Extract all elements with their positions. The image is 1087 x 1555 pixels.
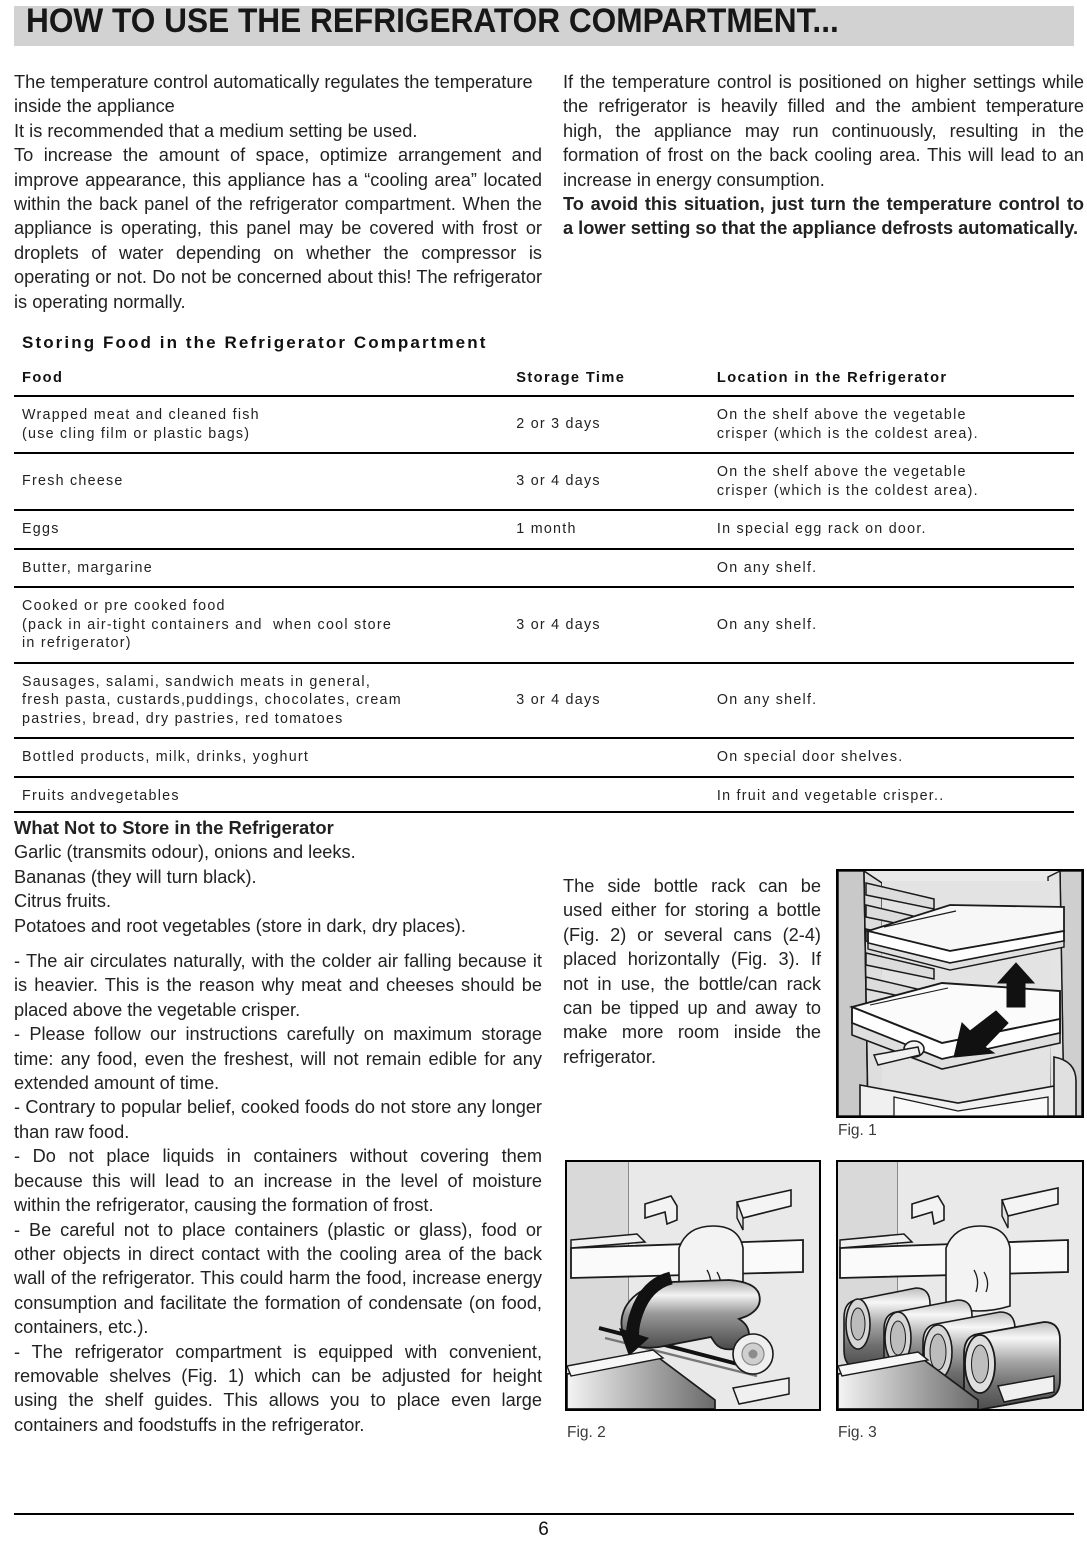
cell-location	[709, 453, 1074, 510]
cell-food	[14, 777, 508, 815]
cell-location	[709, 777, 1074, 815]
food-line: in refrigerator)	[22, 635, 132, 651]
food-line: (use cling film or plastic bags)	[22, 425, 251, 442]
cell-location	[709, 549, 1074, 588]
figure-2-caption: Fig. 2	[567, 1424, 606, 1441]
cell-storage-time	[508, 549, 709, 588]
cell-location	[709, 510, 1074, 549]
footer-divider	[14, 1513, 1074, 1515]
table-row	[14, 549, 1074, 588]
food-line: Cooked or pre cooked food	[22, 598, 226, 614]
table-header-row	[14, 366, 1074, 396]
not-store-line: Potatoes and root vegetables (store in dark, dry places).	[14, 915, 466, 936]
intro-right-column	[563, 70, 1084, 241]
figure-2-image	[565, 1160, 821, 1411]
cell-storage-time: 3 or 4 days	[508, 453, 709, 510]
intro-paragraph-2: It is recommended that a medium setting be used.	[14, 120, 418, 141]
figure-1-caption: Fig. 1	[838, 1122, 877, 1139]
food-line: Butter, margarine	[22, 559, 153, 576]
location-line: On special door shelves.	[716, 749, 904, 765]
cell-location	[709, 738, 1074, 777]
table-row	[14, 777, 1074, 815]
intro-right-bold-note: To avoid this situation, just turn the temperature control to a lower setting so that the appliance defrosts automatically.	[563, 194, 1084, 239]
table-row	[14, 663, 1074, 739]
column-header-food: Food	[14, 366, 508, 396]
food-line: Fruits andvegetables	[22, 787, 180, 804]
location-line: In special egg rack on door.	[716, 521, 927, 537]
food-line: pastries, bread, dry pastries, red tomatoes	[22, 710, 344, 727]
food-storage-table-wrapper	[14, 366, 1074, 814]
food-storage-table	[14, 366, 1074, 814]
cell-location	[709, 663, 1074, 739]
lower-left-text-block	[14, 816, 542, 1437]
cell-location	[709, 587, 1074, 663]
location-line: crisper (which is the coldest area).	[716, 425, 979, 442]
table-row	[14, 587, 1074, 663]
location-line: In fruit and vegetable crisper..	[716, 787, 945, 804]
not-store-line: Garlic (transmits odour), onions and leeks.	[14, 842, 356, 863]
cell-storage-time: 3 or 4 days	[508, 663, 709, 739]
table-row	[14, 396, 1074, 453]
table-bottom-rule	[14, 811, 1074, 813]
figure-3-caption: Fig. 3	[838, 1424, 877, 1441]
cell-food	[14, 549, 508, 588]
food-line: Wrapped meat and cleaned fish	[22, 407, 260, 423]
figure-3-image	[836, 1160, 1084, 1411]
cell-storage-time: 1 month	[508, 510, 709, 549]
section-heading-storing-food: Storing Food in the Refrigerator Compartment	[22, 333, 488, 352]
food-line: (pack in air-tight containers and when cool store	[22, 616, 393, 633]
cell-food	[14, 510, 508, 549]
figure-1-image	[836, 869, 1084, 1118]
cell-food	[14, 396, 508, 453]
cell-food	[14, 738, 508, 777]
not-store-line: Citrus fruits.	[14, 891, 112, 912]
tip-item: - The refrigerator compartment is equipped with convenient, removable shelves (Fig. 1) which can be adjusted for height using the shelf guides. This allows you to place even large containers and foodstuffs in the refrigerator.	[14, 1341, 542, 1435]
intro-paragraph-3: To increase the amount of space, optimize arrangement and improve appearance, this appliance has a “cooling area” located within the back panel of the refrigerator compartment. When the appliance is operating, this panel may be covered with frost or droplets of water depending on whether the compressor is operating or not. Do not be concerned about this! The refrigerator is operating normally.	[14, 145, 542, 312]
location-line: crisper (which is the coldest area).	[716, 482, 979, 499]
table-row	[14, 510, 1074, 549]
food-line: Eggs	[22, 521, 60, 537]
tip-item: - Please follow our instructions carefully on maximum storage time: any food, even the freshest, will not remain edible for any extended amount of time.	[14, 1024, 542, 1094]
table-row	[14, 453, 1074, 510]
cell-storage-time: 2 or 3 days	[508, 396, 709, 453]
food-line: fresh pasta, custards,puddings, chocolates, cream	[22, 692, 402, 708]
cell-food	[14, 663, 508, 739]
intro-right-body: If the temperature control is positioned on higher settings while the refrigerator is heavily filled and the ambient temperature high, the appliance may run continuously, resulting in the formation of frost on the back cooling area. This will lead to an increase in energy consumption.	[563, 72, 1084, 190]
location-line: On any shelf.	[716, 692, 818, 708]
page-title: HOW TO USE THE REFRIGERATOR COMPARTMENT...	[26, 2, 839, 40]
intro-left-column	[14, 70, 542, 314]
bottle-rack-paragraph: The side bottle rack can be used either for storing a bottle (Fig. 2) or several cans (2-4) placed horizontally (Fig. 3). If not in use, the bottle/can rack can be tipped up and away to make more room inside the refrigerator.	[563, 876, 821, 1067]
cell-location	[709, 396, 1074, 453]
column-header-location: Location in the Refrigerator	[709, 366, 1074, 396]
location-line: On any shelf.	[716, 616, 818, 633]
food-line: Fresh cheese	[22, 473, 124, 490]
tip-item: - Contrary to popular belief, cooked foods do not store any longer than raw food.	[14, 1097, 542, 1142]
cell-storage-time	[508, 777, 709, 815]
tip-item: - Be careful not to place containers (plastic or glass), food or other objects in direct contact with the cooling area of the back wall of the refrigerator. This could harm the food, increase energy consumption and facilitate the formation of condensate (on food, containers, etc.).	[14, 1219, 542, 1338]
page-number: 6	[538, 1519, 549, 1540]
intro-paragraph-1: The temperature control automatically regulates the temperature inside the appliance	[14, 72, 533, 117]
tip-item: - Do not place liquids in containers without covering them because this will lead to an increase in the level of moisture within the refrigerator, causing the formation of frost.	[14, 1146, 542, 1216]
cell-food	[14, 453, 508, 510]
location-line: On the shelf above the vegetable	[716, 464, 967, 480]
not-store-line: Bananas (they will turn black).	[14, 866, 257, 887]
what-not-to-store-heading: What Not to Store in the Refrigerator	[14, 817, 334, 838]
cell-food	[14, 587, 508, 663]
cell-storage-time	[508, 738, 709, 777]
food-line: Sausages, salami, sandwich meats in general,	[22, 673, 372, 690]
table-row	[14, 738, 1074, 777]
cell-storage-time: 3 or 4 days	[508, 587, 709, 663]
column-header-storage-time: Storage Time	[508, 366, 709, 396]
food-line: Bottled products, milk, drinks, yoghurt	[22, 749, 310, 765]
location-line: On the shelf above the vegetable	[716, 407, 967, 423]
bottle-rack-text-block	[563, 874, 821, 1069]
tip-item: - The air circulates naturally, with the colder air falling because it is heavier. This is the reason why meat and cheeses should be placed above the vegetable crisper.	[14, 951, 542, 1020]
location-line: On any shelf.	[716, 559, 818, 576]
table-body	[14, 396, 1074, 814]
